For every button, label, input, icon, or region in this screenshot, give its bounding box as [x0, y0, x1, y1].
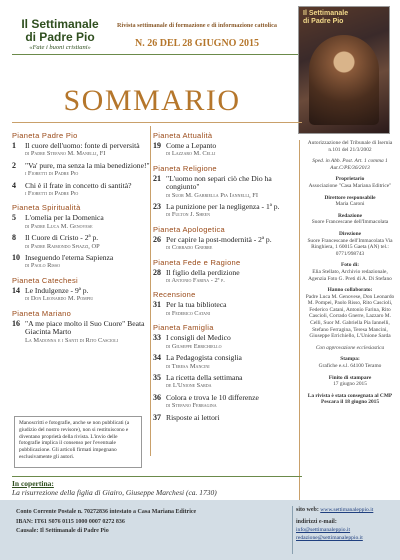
- article-author: di Padre Raimondo Spiazzi, OP: [25, 242, 100, 250]
- article-title: Il Cuore di Cristo - 2ª p.: [25, 233, 99, 243]
- page-number: 4: [12, 180, 16, 190]
- entry-text: [166, 301, 298, 318]
- footer-divider: [292, 506, 293, 554]
- entry-text: [25, 182, 150, 199]
- editorial-text: Suore Francescane dell'Immacolata: [311, 219, 389, 226]
- article-author: di Stefano Ferragina: [166, 402, 217, 410]
- page-number: 28: [153, 267, 161, 277]
- page-number: 5: [12, 213, 16, 223]
- entry-text: [166, 269, 298, 286]
- logo-tagline: «Fate i buoni cristiani»: [29, 44, 91, 51]
- title-divider: [12, 122, 302, 123]
- printed-label: Finito di stampare: [328, 374, 372, 381]
- magazine-subtitle: Rivista settimanale di formazione e di informazione cattolica: [117, 22, 277, 29]
- cover-caption-label: In copertina:: [12, 479, 54, 488]
- postal-text: Sped. in Abb. Post. Art. 1 comma 1 Aut.C/PE/36/2013: [312, 158, 388, 171]
- photos-label: Foto di:: [340, 262, 360, 269]
- toc-entry[interactable]: [12, 214, 150, 231]
- page-number: 33: [153, 333, 161, 343]
- page-number: 16: [12, 318, 20, 328]
- cover-title-line1: Il Settimanale: [303, 10, 349, 17]
- section-heading: Pianeta Religione: [153, 163, 217, 173]
- print-text: Grafiche e.s.l. 64100 Teramo: [318, 363, 382, 370]
- section-heading: Recensione: [153, 290, 196, 300]
- section-heading: Pianeta Fede e Ragione: [153, 257, 241, 267]
- contact-info: [296, 506, 396, 542]
- entry-text: [166, 142, 298, 159]
- page-number: 2: [12, 160, 16, 170]
- cover-caption: [12, 476, 302, 497]
- article-title: "A me piace molto il Suo Cuore" Beata Giacinta Marto: [25, 318, 145, 337]
- article-title: "L'uomo non separi ciò che Dio ha congiunto": [166, 173, 272, 192]
- article-author: di Paolo Risso: [25, 262, 61, 270]
- section-heading: Pianeta Spiritualità: [12, 203, 81, 213]
- cover-caption-text: La risurrezione della figlia di Giairo, Giuseppe Marchesi (ca. 1730): [12, 488, 217, 497]
- owner-text: Associazione "Casa Mariana Editrice": [308, 182, 392, 189]
- article-title: "Va' pure, ma senza la mia benedizione!": [25, 160, 150, 170]
- section-heading: Pianeta Catechesi: [12, 275, 78, 285]
- article-author: de L'Unione Sarda: [166, 382, 212, 390]
- page-number: 1: [12, 141, 16, 150]
- email-link-redazione[interactable]: redazione@settimanaleppio.it: [296, 535, 363, 541]
- article-title: Per capire la post-modernità - 2ª p.: [166, 234, 272, 244]
- delivery-text: La rivista è stata consegnata al CMP Pescara il 18 giugno 2015: [307, 392, 393, 406]
- toc-entry[interactable]: [12, 162, 150, 179]
- toc-entry[interactable]: [153, 334, 298, 351]
- entry-text: [166, 414, 298, 422]
- approval-text: Con approvazione ecclesiastica: [315, 344, 385, 351]
- email-label: indirizzi e-mail:: [296, 519, 337, 525]
- page-number: 35: [153, 372, 161, 382]
- toc-entry[interactable]: [12, 254, 150, 271]
- director-label: Direttore responsabile: [324, 194, 376, 201]
- owner-label: Proprietario: [335, 176, 365, 183]
- director-text: Maria Caroni: [335, 201, 365, 208]
- section-heading: Pianeta Mariano: [12, 308, 72, 318]
- entry-text: [25, 234, 150, 251]
- section-heading: Pianeta Famiglia: [153, 323, 214, 333]
- payment-info: [16, 508, 288, 537]
- page-number: 10: [12, 253, 20, 263]
- entry-text: [25, 162, 150, 179]
- toc-entry[interactable]: [153, 236, 298, 253]
- page-number: 23: [153, 202, 161, 212]
- page-number: 26: [153, 234, 161, 244]
- cover-title-line2: di Padre Pio: [303, 18, 344, 25]
- toc-entry[interactable]: [12, 234, 150, 251]
- sidebar-divider: [299, 140, 300, 530]
- toc-entry[interactable]: [12, 142, 150, 159]
- page-number: 34: [153, 353, 161, 363]
- entry-text: [25, 254, 150, 271]
- article-title: La ricetta della settimana: [166, 372, 243, 382]
- page-number: 21: [153, 173, 161, 183]
- header-divider: [12, 54, 302, 55]
- causale-line: Causale: Il Settimanale di Padre Pio: [16, 528, 109, 534]
- article-title: I consigli del Medico: [166, 333, 231, 343]
- entry-text: [166, 374, 298, 391]
- entry-text: [166, 203, 298, 220]
- article-title: Risposte ai lettori: [166, 412, 220, 422]
- section-heading: Pianeta Attualità: [153, 131, 213, 140]
- article-author: di Padre Stefano M. Manelli, FI: [25, 150, 106, 158]
- contributors-label: Hanno collaborato:: [327, 287, 373, 294]
- cover-painting: [309, 35, 379, 125]
- article-author: La Madonna e i Santi di Rito Cascioli: [25, 336, 118, 344]
- page-title: SOMMARIO: [63, 84, 241, 117]
- toc-entry[interactable]: [12, 320, 150, 345]
- entry-text: [166, 334, 298, 351]
- issue-number: N. 26 DEL 28 GIUGNO 2015: [135, 38, 259, 49]
- entry-text: [25, 320, 150, 345]
- magazine-logo: [14, 18, 106, 52]
- article-author: i Fioretti di Padre Pio: [25, 170, 79, 178]
- page-number: 14: [12, 285, 20, 295]
- article-author: di Don Leonardo M. Pompei: [25, 295, 93, 303]
- footer-band: [0, 500, 400, 560]
- article-title: Per la tua biblioteca: [166, 300, 227, 310]
- management-text: Suore Francescane dell'Immacolata Via Ringhiera, 1 60015 Gaeta (AN) tel.: 0771/998743: [307, 237, 393, 257]
- article-title: Il figlio della perdizione: [166, 267, 240, 277]
- entry-text: [166, 394, 298, 411]
- toc-left-column: [12, 126, 150, 348]
- entry-text: [166, 236, 298, 253]
- toc-middle-column: [153, 126, 298, 425]
- website-link[interactable]: www.settimanaleppio.it: [320, 507, 374, 513]
- toc-entry[interactable]: [12, 287, 150, 304]
- colophon-sidebar: [304, 140, 396, 406]
- entry-text: [166, 354, 298, 371]
- article-title: Inseguendo l'eterna Sapienza: [25, 253, 114, 263]
- article-author: di Giuseppe Errichiello: [166, 342, 222, 350]
- logo-line2: di Padre Pio: [25, 30, 95, 44]
- article-title: La punizione per la negligenza - 1ª p.: [166, 202, 280, 212]
- article-title: L'omelia per la Domenica: [25, 213, 104, 223]
- page-number: 37: [153, 412, 161, 422]
- article-author: di Antonio Farina - 2ª p.: [166, 277, 225, 285]
- article-title: Il cuore dell'uomo: fonte di perversità: [25, 141, 140, 150]
- section-heading: Pianeta Padre Pio: [12, 131, 78, 140]
- registration-text: Autorizzazione del Tribunale di Isernia n.101 del 21/3/2002: [307, 140, 393, 153]
- toc-entry[interactable]: [153, 301, 298, 318]
- toc-entry[interactable]: [153, 414, 298, 422]
- print-label: Stampa:: [340, 356, 360, 363]
- toc-entry[interactable]: [153, 269, 298, 286]
- article-title: Colora e trova le 10 differenze: [166, 392, 259, 402]
- editorial-notice: Manoscritti e fotografie, anche se non pubblicati (a giudizio del nostro revisore), non si restituiscono e diventano proprietà della rivista. L'invio delle fotografie implica il consenso per l'eventuale pubblicazione. Gli articoli firmati impegnano esclusivamente gli autori.: [14, 416, 142, 468]
- article-author: di Federico Catani: [166, 309, 211, 317]
- photos-text: Elia Stellato, Archivio redazionale, Agenzia Foto G. Preti di A. Di Stefano: [308, 268, 392, 282]
- entry-text: [25, 287, 150, 304]
- toc-entry[interactable]: [153, 203, 298, 220]
- article-author: di Teresa Mancini: [166, 362, 210, 370]
- management-label: Direzione: [338, 230, 362, 237]
- article-title: Le Indulgenze - 9ª p.: [25, 285, 89, 295]
- entry-text: [25, 214, 150, 231]
- article-author: di Lazzaro M. Celli: [166, 150, 216, 158]
- toc-entry[interactable]: [153, 142, 298, 159]
- article-title: Come a Lepanto: [166, 141, 217, 150]
- article-author: i Fioretti di Padre Pio: [25, 190, 79, 198]
- page-number: 19: [153, 141, 161, 150]
- column-divider: [150, 126, 151, 456]
- email-link-info[interactable]: info@settimanaleppio.it: [296, 527, 351, 533]
- cover-thumbnail: [298, 6, 390, 134]
- toc-entry[interactable]: [153, 394, 298, 411]
- account-line: Conto Corrente Postale n. 70272836 intestato a Casa Mariana Editrice: [16, 509, 197, 515]
- article-author: di Suor M. Gabriella Pia Iannelli, FI: [166, 191, 258, 199]
- article-title: La Pedagogista consiglia: [166, 353, 242, 363]
- printed-text: 17 giugno 2015: [333, 381, 367, 388]
- page-number: 36: [153, 392, 161, 402]
- contributors-text: Padre Luca M. Genovese, Don Leonardo M. Pompei, Paolo Risso, Rito Cascioli, Federico Catani, Antonio Farina, Rito Cascioli, Corrado Gnerre, Lazzaro M. Celli, Suor M. Gabriella Pia Iannelli, Stefano Ferragina, Teresa Mancini, Giuseppe Errichiello, L'Unione Sarda: [305, 293, 395, 340]
- page-number: 31: [153, 300, 161, 310]
- article-author: di Corrado Gnerre: [166, 244, 213, 252]
- toc-entry[interactable]: [153, 374, 298, 391]
- toc-entry[interactable]: [12, 182, 150, 199]
- editorial-label: Redazione: [338, 212, 362, 219]
- article-title: Chi è il frate in concetto di santità?: [25, 180, 132, 190]
- toc-entry[interactable]: [153, 354, 298, 371]
- article-author: di Padre Luca M. Genovese: [25, 222, 93, 230]
- article-author: di Fulton J. Sheen: [166, 211, 210, 219]
- entry-text: [25, 142, 150, 159]
- logo-line1: Il Settimanale: [21, 17, 99, 31]
- web-label: sito web:: [296, 507, 319, 513]
- section-heading: Pianeta Apologetica: [153, 224, 226, 234]
- page-number: 8: [12, 233, 16, 243]
- entry-text: [166, 175, 298, 200]
- iban-line: IBAN: IT61 S076 0115 1000 0007 0272 836: [16, 518, 125, 525]
- toc-entry[interactable]: [153, 175, 298, 200]
